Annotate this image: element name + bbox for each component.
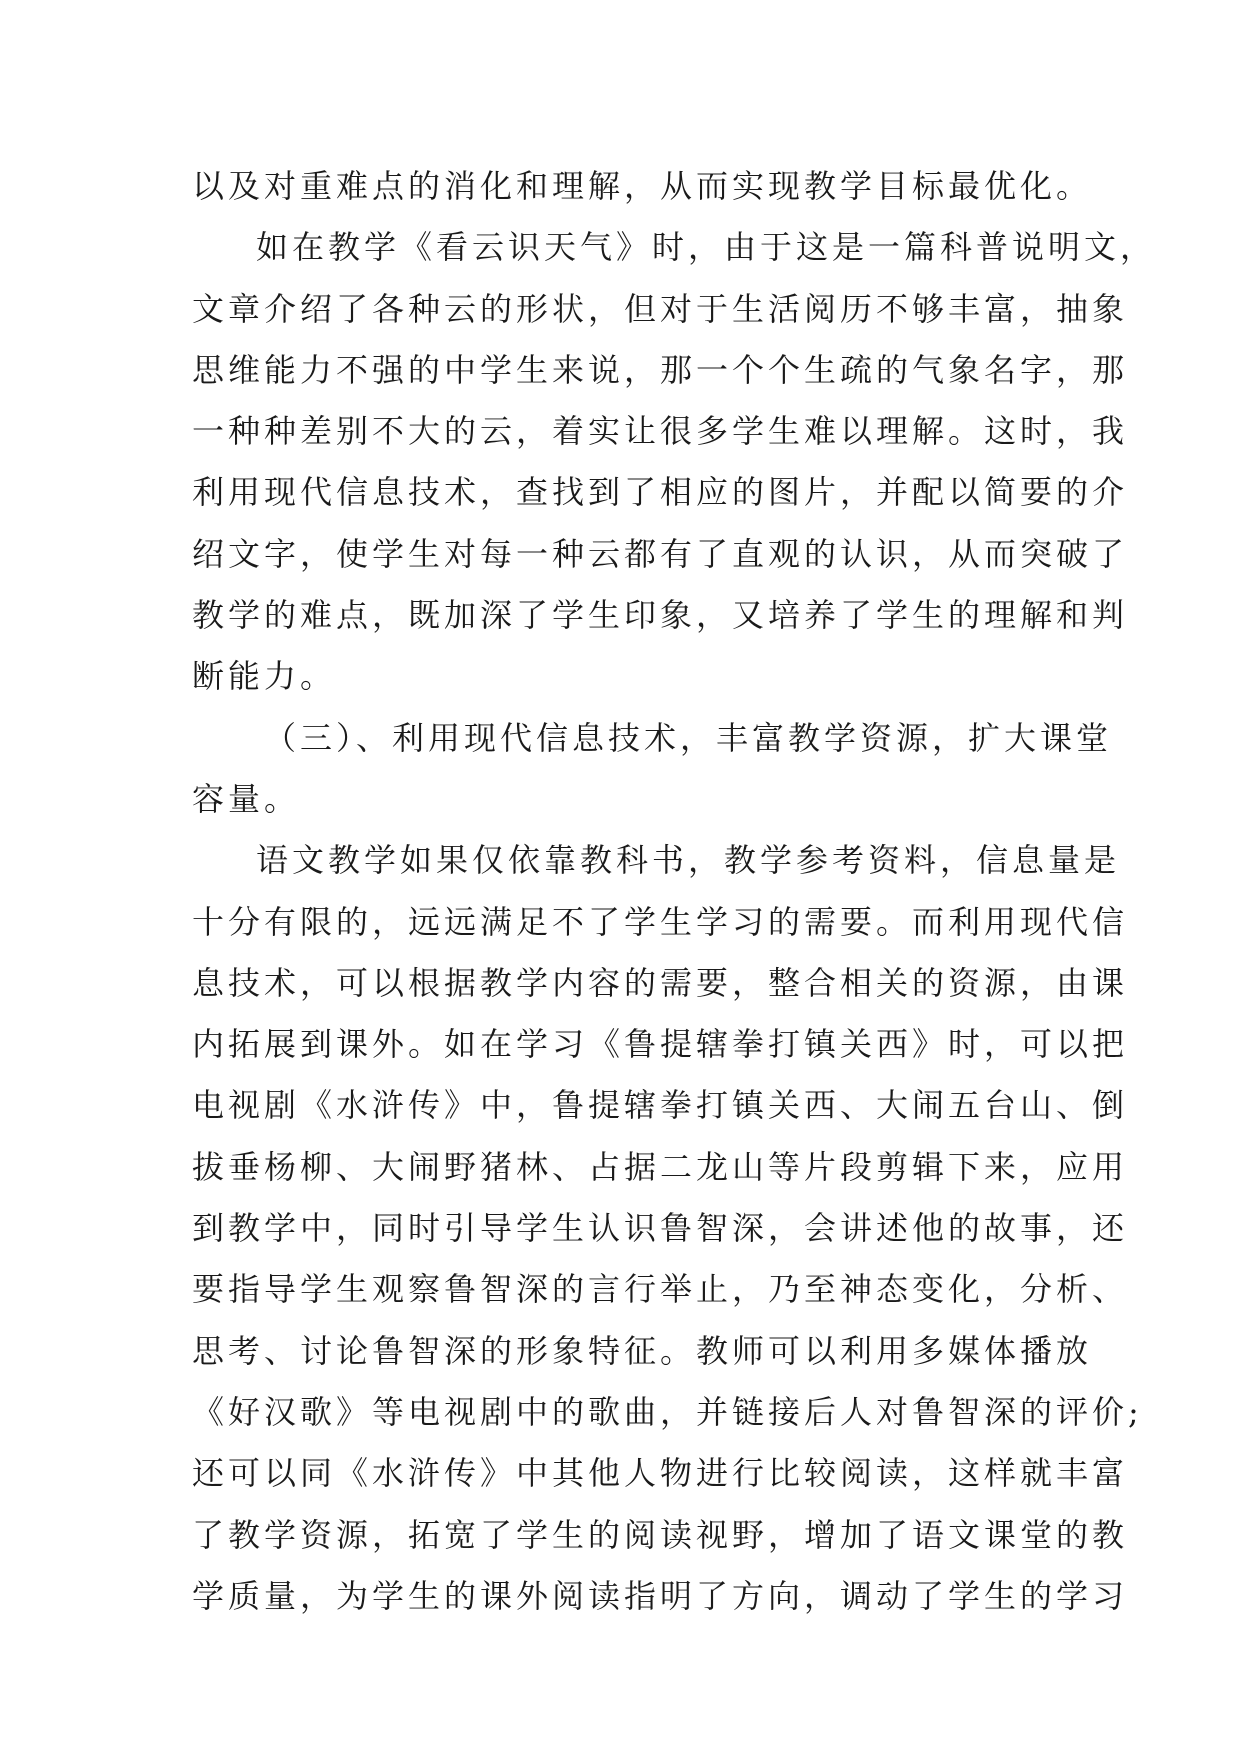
text-line: 到教学中，同时引导学生认识鲁智深，会讲述他的故事，还 — [192, 1209, 1129, 1248]
document-body — [192, 156, 1157, 1627]
paragraph — [192, 830, 1143, 1627]
text-line: 思维能力不强的中学生来说，那一个个生疏的气象名字，那 — [192, 350, 1129, 389]
section-heading — [192, 708, 1113, 831]
paragraph — [192, 217, 1157, 707]
text-line: 断能力。 — [192, 657, 337, 696]
heading-line: （三）、利用现代信息技术，丰富教学资源，扩大课堂 — [264, 718, 1113, 757]
text-line: 息技术，可以根据教学内容的需要，整合相关的资源，由课 — [192, 963, 1129, 1002]
text-line: 利用现代信息技术，查找到了相应的图片，并配以简要的介 — [192, 473, 1129, 512]
text-line: 了教学资源，拓宽了学生的阅读视野，增加了语文课堂的教 — [192, 1515, 1129, 1554]
text-line: 思考、讨论鲁智深的形象特征。教师可以利用多媒体播放 — [192, 1331, 1093, 1370]
text-line: 内拓展到课外。如在学习《鲁提辖拳打镇关西》时，可以把 — [192, 1025, 1129, 1064]
text-line: 要指导学生观察鲁智深的言行举止，乃至神态变化，分析、 — [192, 1270, 1129, 1309]
text-line: 教学的难点，既加深了学生印象，又培养了学生的理解和判 — [192, 596, 1129, 635]
text-line: 如在教学《看云识天气》时，由于这是一篇科普说明文， — [256, 228, 1157, 267]
paragraph-continued — [192, 156, 1093, 217]
text-line: 还可以同《水浒传》中其他人物进行比较阅读，这样就丰富 — [192, 1454, 1129, 1493]
text-line: 语文教学如果仅依靠教科书，教学参考资料，信息量是 — [256, 841, 1121, 880]
text-line: 十分有限的，远远满足不了学生学习的需要。而利用现代信 — [192, 902, 1129, 941]
heading-line: 容量。 — [192, 779, 301, 818]
text-line: 《好汉歌》等电视剧中的歌曲，并链接后人对鲁智深的评价; — [192, 1392, 1143, 1431]
text-line: 一种种差别不大的云，着实让很多学生难以理解。这时，我 — [192, 412, 1129, 451]
text-line: 学质量，为学生的课外阅读指明了方向，调动了学生的学习 — [192, 1576, 1129, 1615]
text-line: 绍文字，使学生对每一种云都有了直观的认识，从而突破了 — [192, 534, 1129, 573]
text-line: 以及对重难点的消化和理解，从而实现教学目标最优化。 — [192, 167, 1093, 205]
text-line: 拔垂杨柳、大闹野猪林、占据二龙山等片段剪辑下来，应用 — [192, 1147, 1129, 1186]
text-line: 电视剧《水浒传》中，鲁提辖拳打镇关西、大闹五台山、倒 — [192, 1086, 1129, 1125]
text-line: 文章介绍了各种云的形状，但对于生活阅历不够丰富，抽象 — [192, 289, 1129, 328]
